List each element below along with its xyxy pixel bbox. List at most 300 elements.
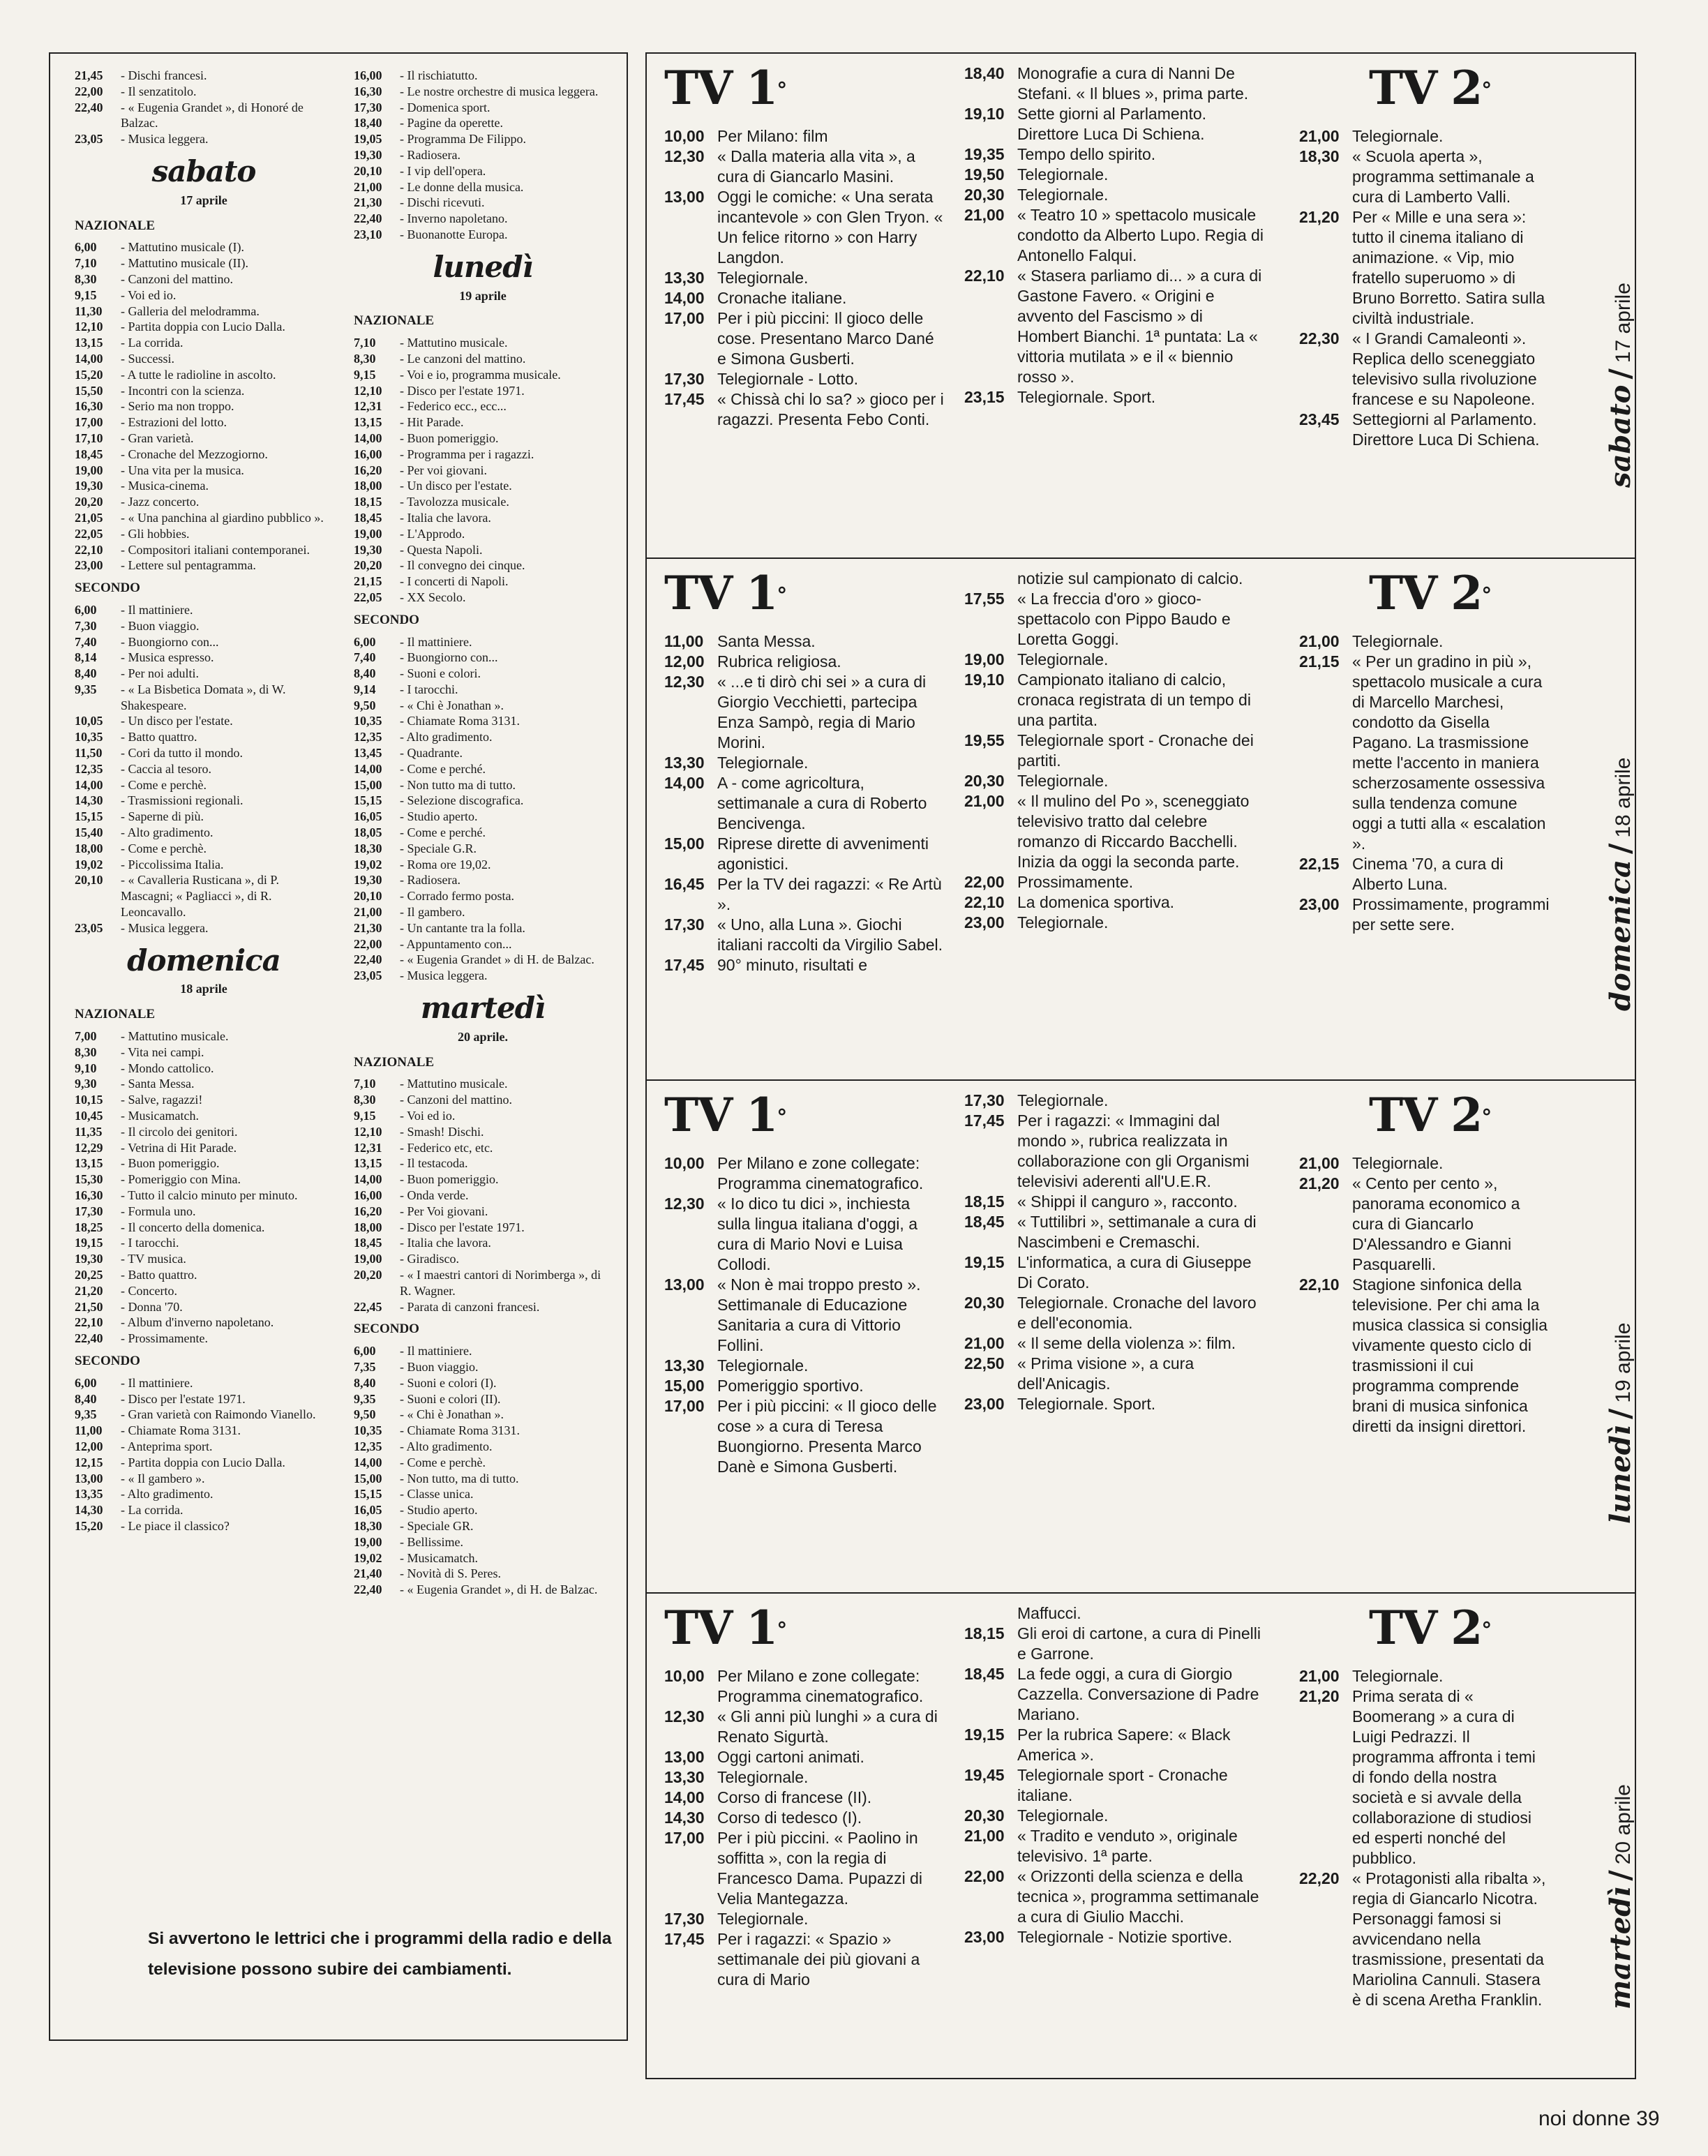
program-title: - Buon pomeriggio. <box>400 431 499 445</box>
tv-time: 21,15 <box>1299 652 1340 671</box>
program-time: 21,15 <box>354 574 382 589</box>
radio-program-row <box>354 398 612 414</box>
program-time: 18,45 <box>354 510 382 525</box>
program-time: 19,30 <box>75 1252 103 1266</box>
program-time: 9,50 <box>354 1407 376 1422</box>
program-title: - Pagine da operette. <box>400 116 503 130</box>
tv-time: 15,00 <box>664 1377 705 1395</box>
tv-program-row <box>964 892 1264 913</box>
program-time: 21,40 <box>354 1566 382 1581</box>
radio-program-row <box>75 618 333 634</box>
radio-program-row <box>354 857 612 873</box>
tv-description: « Tuttilibri », settimanale a cura di Nascimbeni e Cremaschi. <box>1017 1213 1257 1251</box>
program-title: - Prossimamente. <box>121 1331 208 1346</box>
program-title: - Gran varietà. <box>121 431 194 445</box>
tv-program-row <box>664 773 947 834</box>
tv-time: 22,00 <box>964 1867 1005 1885</box>
tv-column <box>964 569 1264 933</box>
tv-day-section <box>647 54 1635 557</box>
program-title: - Le donne della musica. <box>400 179 524 194</box>
radio-program-row <box>75 1188 333 1204</box>
tv-time: 13,00 <box>664 188 705 206</box>
tv-description: Telegiornale. Sport. <box>1017 1395 1156 1413</box>
program-time: 12,35 <box>75 761 103 776</box>
program-time: 20,25 <box>75 1267 103 1282</box>
program-time: 20,10 <box>354 889 382 904</box>
tv-time: 13,30 <box>664 1356 705 1375</box>
program-time: 16,00 <box>354 68 382 82</box>
tv-description: Telegiornale. <box>1017 650 1109 668</box>
program-title: - Gran varietà con Raimondo Vianello. <box>121 1407 316 1422</box>
radio-program-row <box>75 1204 333 1220</box>
program-title: - Hit Parade. <box>400 415 464 430</box>
radio-program-row <box>354 968 612 984</box>
tv-channel-title <box>664 566 947 620</box>
tv-time: 17,45 <box>964 1111 1005 1130</box>
program-time: 15,50 <box>75 383 103 398</box>
radio-program-row <box>75 1486 333 1502</box>
tv-program-row <box>1299 1174 1550 1275</box>
tv-channel-title <box>664 1088 947 1142</box>
tv-program-row <box>964 1111 1264 1192</box>
program-time: 20,10 <box>354 163 382 178</box>
tv-description: « La freccia d'oro » gioco-spettacolo con Pippo Baudo e Loretta Goggi. <box>1017 590 1231 648</box>
program-title: - Il mattiniere. <box>400 1344 472 1358</box>
tv-program-row <box>664 1929 947 1990</box>
tv-program-row <box>1299 207 1550 329</box>
program-title: - Musicamatch. <box>121 1109 199 1123</box>
program-time: 8,30 <box>75 271 97 286</box>
tv-description: Oggi cartoni animati. <box>717 1748 864 1766</box>
side-slash: / <box>1603 368 1637 380</box>
tv-description: Telegiornale. <box>1017 772 1109 790</box>
radio-program-row <box>75 1299 333 1315</box>
tv-description: « Orizzonti della scienza e della tecnica », programma settimanale a cura di Giulio Macchi. <box>1017 1867 1259 1926</box>
program-title: - Vita nei campi. <box>121 1045 204 1059</box>
tv-program-row <box>664 874 947 915</box>
tv-time: 17,00 <box>664 1829 705 1847</box>
side-slash: / <box>1603 843 1637 855</box>
radio-program-row <box>354 761 612 777</box>
tv-program-row <box>964 1293 1264 1333</box>
radio-program-row <box>75 1061 333 1077</box>
tv-program-row <box>964 205 1264 266</box>
tv-description: « Shippi il canguro », racconto. <box>1017 1192 1238 1211</box>
radio-program-row <box>354 634 612 650</box>
program-title: - Buonanotte Europa. <box>400 227 508 241</box>
program-title: - La corrida. <box>121 1503 183 1518</box>
radio-program-row <box>75 557 333 574</box>
program-time: 10,35 <box>354 1423 382 1438</box>
tv-description: Telegiornale. <box>717 1910 809 1928</box>
radio-program-row <box>75 255 333 271</box>
tv-time: 23,00 <box>1299 895 1340 913</box>
tv-description: « I Grandi Camaleonti ». Replica dello sceneggiato televisivo sulla rivoluzione francese e su Napoleone. <box>1352 329 1537 408</box>
tv-time: 12,30 <box>664 1707 705 1725</box>
radio-program-row <box>354 1140 612 1156</box>
program-title: - Il gambero. <box>400 905 465 920</box>
program-title: - Salve, ragazzi! <box>121 1093 203 1107</box>
tv-channel-title <box>1369 566 1550 620</box>
program-title: - Chiamate Roma 3131. <box>400 1423 520 1438</box>
radio-column-left <box>75 68 333 1534</box>
tv-program-row <box>964 913 1264 933</box>
tv-time: 19,15 <box>964 1725 1005 1744</box>
tv-time: 22,20 <box>1299 1869 1340 1887</box>
program-title: - Il mattiniere. <box>121 602 193 617</box>
program-time: 16,30 <box>75 1188 103 1202</box>
radio-program-row <box>354 1391 612 1407</box>
side-slash: / <box>1603 1408 1637 1420</box>
tv-description: Corso di tedesco (I). <box>717 1809 862 1827</box>
program-title: - « Chi è Jonathan ». <box>400 1407 504 1422</box>
program-title: - Radiosera. <box>400 147 460 162</box>
program-title: - Jazz concerto. <box>121 495 200 509</box>
program-title: - Musicamatch. <box>400 1550 478 1565</box>
tv-program-row <box>964 266 1264 387</box>
program-time: 9,35 <box>75 682 97 696</box>
tv-program-row <box>664 1788 947 1808</box>
tv-time: 22,10 <box>964 893 1005 911</box>
program-title: - TV musica. <box>121 1252 186 1266</box>
program-time: 7,40 <box>354 650 376 665</box>
tv-time: 22,00 <box>964 873 1005 891</box>
program-time: 18,05 <box>354 825 382 840</box>
tv-program-row <box>1299 329 1550 410</box>
program-title: - Roma ore 19,02. <box>400 857 491 871</box>
tv-program-row <box>964 1091 1264 1111</box>
radio-day-heading: lunedì <box>433 249 533 284</box>
tv-description: Monografie a cura di Nanni De Stefani. « Il blues », prima parte. <box>1017 64 1249 103</box>
program-time: 9,14 <box>354 682 376 696</box>
program-time: 8,30 <box>354 351 376 366</box>
tv-program-row <box>964 1192 1264 1212</box>
side-day-name: lunedì <box>1604 1425 1637 1524</box>
radio-day-heading: sabato <box>151 154 256 188</box>
program-title: - Italia che lavora. <box>400 510 491 525</box>
channel-degree: ° <box>777 78 786 103</box>
tv-description: « Il mulino del Po », sceneggiato televisivo tratto dal celebre romanzo di Riccardo Bacchelli. Inizia da oggi la seconda parte. <box>1017 792 1250 871</box>
tv-time: 21,20 <box>1299 1687 1340 1705</box>
tv-description: Telegiornale sport - Cronache dei partiti. <box>1017 731 1254 770</box>
program-title: - Alto gradimento. <box>400 1439 493 1453</box>
program-time: 20,10 <box>75 873 103 888</box>
program-title: - Suoni e colori. <box>400 666 481 681</box>
program-title: - Un disco per l'estate. <box>121 714 233 728</box>
tv-description: Sette giorni al Parlamento. Direttore Luca Di Schiena. <box>1017 105 1207 143</box>
program-time: 10,45 <box>75 1109 103 1123</box>
schedule-change-notice: Si avvertono le lettrici che i programmi della radio e della televisione possono subire dei cambiamenti. <box>148 1929 612 1979</box>
program-title: - Canzoni del mattino. <box>121 271 233 286</box>
program-time: 12,35 <box>354 730 382 744</box>
tv-description: Cinema '70, a cura di Alberto Luna. <box>1352 855 1504 893</box>
radio-program-row <box>354 936 612 952</box>
program-time: 13,15 <box>354 415 382 430</box>
program-title: - Buon viaggio. <box>121 618 200 633</box>
program-time: 15,20 <box>75 1518 103 1533</box>
program-time: 8,40 <box>75 666 97 681</box>
program-time: 22,10 <box>75 1315 103 1330</box>
program-time: 22,40 <box>75 1331 103 1346</box>
channel-name: TV 1 <box>664 566 777 620</box>
program-time: 6,00 <box>75 1375 97 1390</box>
program-title: - « Chi è Jonathan ». <box>400 698 504 712</box>
tv-time: 14,00 <box>664 289 705 307</box>
program-title: - Novità di S. Peres. <box>400 1566 501 1581</box>
program-title: - Tutto il calcio minuto per minuto. <box>121 1188 298 1202</box>
program-time: 12,10 <box>75 320 103 334</box>
radio-program-row <box>354 1502 612 1518</box>
program-title: - Buon pomeriggio. <box>400 1172 499 1187</box>
tv-column <box>964 1091 1264 1414</box>
program-title: - Musica leggera. <box>121 920 209 935</box>
program-title: - Come e perché. <box>400 825 486 840</box>
program-title: - Buon viaggio. <box>400 1359 479 1374</box>
radio-program-row <box>354 1155 612 1171</box>
tv-program-row <box>964 771 1264 791</box>
program-title: - La corrida. <box>121 336 183 350</box>
program-title: - Chiamate Roma 3131. <box>121 1423 241 1438</box>
tv-time: 10,00 <box>664 1667 705 1685</box>
program-time: 21,30 <box>354 920 382 935</box>
program-title: - Federico etc, etc. <box>400 1140 493 1155</box>
network-label-nazionale: NAZIONALE <box>75 1007 156 1022</box>
radio-program-row <box>354 1359 612 1375</box>
radio-program-row <box>75 1045 333 1061</box>
radio-program-row <box>354 809 612 825</box>
program-title: - Le nostre orchestre di musica leggera. <box>400 84 599 98</box>
radio-program-row <box>354 745 612 761</box>
tv-program-row <box>664 389 947 430</box>
tv-program-row <box>1299 894 1550 935</box>
program-title: - Domenica sport. <box>400 100 490 114</box>
program-title: - « I maestri cantori di Norimberga », di R. Wagner. <box>400 1267 601 1298</box>
program-title: - Smash! Dischi. <box>400 1124 484 1139</box>
program-time: 15,20 <box>75 367 103 382</box>
tv-column <box>1299 1603 1550 2010</box>
tv-time: 21,00 <box>1299 1667 1340 1685</box>
program-title: - Alto gradimento. <box>121 825 214 840</box>
network-label-secondo: SECONDO <box>354 1322 419 1337</box>
tv-time: 19,55 <box>964 731 1005 749</box>
side-day-name: sabato <box>1604 384 1637 488</box>
tv-time <box>964 569 1017 589</box>
tv-program-row <box>964 1725 1264 1765</box>
tv-time: 15,00 <box>664 834 705 853</box>
program-time: 19,02 <box>75 857 103 871</box>
program-time: 7,35 <box>354 1359 376 1374</box>
radio-programs-box <box>49 52 628 2041</box>
radio-program-row <box>75 729 333 745</box>
tv-description: Riprese dirette di avvenimenti agonistici. <box>717 834 929 873</box>
radio-program-row <box>354 1582 612 1598</box>
radio-program-row <box>75 383 333 399</box>
radio-program-row <box>354 211 612 227</box>
tv-description: « Per un gradino in più », spettacolo musicale a cura di Marcello Marchesi, condotto da Gisella Pagano. La trasmissione mette l'accento in maniera scherzosamente ossessiva sulla tendenza comune oggi a tutti alla « escalation ». <box>1352 652 1546 853</box>
tv-program-row <box>964 185 1264 205</box>
radio-program-row <box>75 431 333 447</box>
program-time: 23,05 <box>354 968 382 983</box>
program-title: - Il rischiatutto. <box>400 68 478 82</box>
tv-program-row <box>964 387 1264 407</box>
tv-time: 17,45 <box>664 390 705 408</box>
channel-degree: ° <box>777 1105 786 1130</box>
tv-description: Per Milano e zone collegate: Programma cinematografico. <box>717 1154 924 1192</box>
tv-program-row <box>1299 410 1550 450</box>
program-time: 22,10 <box>75 542 103 557</box>
program-title: - Disco per l'estate 1971. <box>121 1391 246 1406</box>
radio-column-right <box>354 68 612 1598</box>
tv-day-section <box>647 1592 1635 2078</box>
program-time: 16,00 <box>354 1188 382 1202</box>
channel-degree: ° <box>777 583 786 608</box>
radio-program-row <box>75 777 333 793</box>
tv-program-row <box>664 126 947 147</box>
program-time: 15,00 <box>354 777 382 792</box>
tv-time: 17,30 <box>964 1091 1005 1109</box>
program-time: 19,00 <box>75 463 103 477</box>
program-title: - Il mattiniere. <box>400 634 472 649</box>
radio-program-row <box>354 1076 612 1092</box>
radio-program-row <box>75 414 333 431</box>
program-title: - Per voi giovani. <box>400 463 487 477</box>
radio-program-row <box>354 1204 612 1220</box>
program-time: 19,02 <box>354 1550 382 1565</box>
magazine-name: noi donne <box>1538 2107 1631 2130</box>
program-title: - Successi. <box>121 351 174 366</box>
tv-description: Telegiornale. <box>1017 1091 1109 1109</box>
radio-program-row <box>354 888 612 904</box>
tv-time: 19,35 <box>964 145 1005 163</box>
tv-program-row <box>1299 1153 1550 1174</box>
tv-column <box>1299 63 1550 450</box>
program-time: 16,20 <box>354 1204 382 1218</box>
program-time: 13,15 <box>354 1156 382 1171</box>
program-time: 7,40 <box>75 634 97 649</box>
radio-program-row <box>75 1455 333 1471</box>
program-title: - Il concerto della domenica. <box>121 1220 265 1234</box>
program-time: 12,10 <box>354 383 382 398</box>
program-time: 13,00 <box>75 1471 103 1485</box>
tv-program-row <box>664 1356 947 1376</box>
program-time: 15,15 <box>354 793 382 808</box>
program-title: - Cronache del Mezzogiorno. <box>121 447 268 461</box>
program-time: 7,10 <box>75 256 97 271</box>
program-title: - Chiamate Roma 3131. <box>400 714 520 728</box>
tv-description: Telegiornale. <box>717 754 809 772</box>
tv-column <box>964 1603 1264 1947</box>
tv-description: Gli eroi di cartone, a cura di Pinelli e Garrone. <box>1017 1624 1261 1663</box>
tv-time: 10,00 <box>664 127 705 145</box>
program-title: - Partita doppia con Lucio Dalla. <box>121 320 285 334</box>
program-time: 23,05 <box>75 920 103 935</box>
radio-program-row <box>75 526 333 542</box>
tv-program-row <box>964 1826 1264 1866</box>
program-title: - Il testacoda. <box>400 1156 468 1171</box>
radio-program-row <box>75 1092 333 1108</box>
radio-program-row <box>354 227 612 243</box>
tv-time: 22,10 <box>964 267 1005 285</box>
radio-program-row <box>354 825 612 841</box>
program-time: 21,50 <box>75 1299 103 1314</box>
tv-time: 21,20 <box>1299 208 1340 226</box>
radio-program-row <box>354 1518 612 1534</box>
network-label-secondo: SECONDO <box>354 612 419 627</box>
program-time: 12,29 <box>75 1140 103 1155</box>
program-time: 21,45 <box>75 68 103 82</box>
tv-time: 18,40 <box>964 64 1005 82</box>
program-title: - Un disco per l'estate. <box>400 479 512 493</box>
radio-program-row <box>354 1550 612 1566</box>
tv-time: 20,30 <box>964 1806 1005 1825</box>
radio-program-row <box>75 1502 333 1518</box>
radio-program-row <box>75 920 333 936</box>
program-title: - Voi e io, programma musicale. <box>400 367 561 382</box>
program-title: - Una vita per la musica. <box>121 463 244 477</box>
tv-time: 21,00 <box>1299 127 1340 145</box>
tv-column <box>1299 1088 1550 1437</box>
radio-program-row <box>354 1566 612 1582</box>
tv-program-row <box>664 1153 947 1194</box>
radio-program-row <box>75 809 333 825</box>
program-title: - Tavolozza musicale. <box>400 495 509 509</box>
radio-program-row <box>354 147 612 163</box>
program-title: - « Il gambero ». <box>121 1471 205 1485</box>
tv-description: Corso di francese (II). <box>717 1788 872 1806</box>
radio-program-row <box>354 1343 612 1359</box>
program-time: 7,30 <box>75 618 97 633</box>
radio-program-row <box>354 179 612 195</box>
radio-program-row <box>75 1315 333 1331</box>
radio-program-row <box>354 351 612 367</box>
program-title: - Voi ed io. <box>121 287 177 302</box>
radio-program-row <box>75 1155 333 1171</box>
program-time: 13,15 <box>75 1156 103 1171</box>
radio-program-row <box>75 447 333 463</box>
program-title: - Mondo cattolico. <box>121 1061 214 1075</box>
program-time: 22,45 <box>354 1299 382 1314</box>
program-title: - Classe unica. <box>400 1487 474 1502</box>
tv-time: 13,00 <box>664 1748 705 1766</box>
tv-description: « Protagonisti alla ribalta », regia di Giancarlo Nicotra. Personaggi famosi si avvicendano nella trasmissione, presentati da Mariolina Cannuli. Stasera è di scena Aretha Franklin. <box>1352 1869 1546 2009</box>
tv-program-row <box>664 1376 947 1396</box>
tv-time <box>964 1603 1017 1624</box>
tv-time: 21,00 <box>964 1827 1005 1845</box>
radio-program-row <box>354 1251 612 1267</box>
tv-time: 18,15 <box>964 1192 1005 1211</box>
tv-time: 23,15 <box>964 388 1005 406</box>
program-title: - Per Voi giovani. <box>400 1204 488 1218</box>
program-title: - Mattutino musicale. <box>400 1077 508 1091</box>
tv-description: Santa Messa. <box>717 632 816 650</box>
program-time: 20,20 <box>354 1267 382 1282</box>
radio-program-row <box>75 68 333 84</box>
radio-program-row <box>354 590 612 606</box>
program-time: 21,30 <box>354 195 382 210</box>
program-title: - Un cantante tra la folla. <box>400 920 525 935</box>
radio-program-row <box>354 163 612 179</box>
program-title: - Estrazioni del lotto. <box>121 415 227 430</box>
network-label-nazionale: NAZIONALE <box>75 218 156 233</box>
tv-description: Per « Mille e una sera »: tutto il cinema italiano di animazione. « Vip, mio fratello superuomo » di Bruno Borretto. Satira sulla civiltà industriale. <box>1352 208 1545 327</box>
program-title: - Cori da tutto il mondo. <box>121 746 243 761</box>
program-title: - A tutte le radioline in ascolto. <box>121 367 276 382</box>
program-title: - « La Bisbetica Domata », di W. Shakespeare. <box>121 682 286 712</box>
radio-program-row <box>75 1124 333 1140</box>
program-time: 18,00 <box>75 841 103 855</box>
radio-program-row <box>354 1299 612 1315</box>
tv-day-side-label <box>1603 125 1637 488</box>
